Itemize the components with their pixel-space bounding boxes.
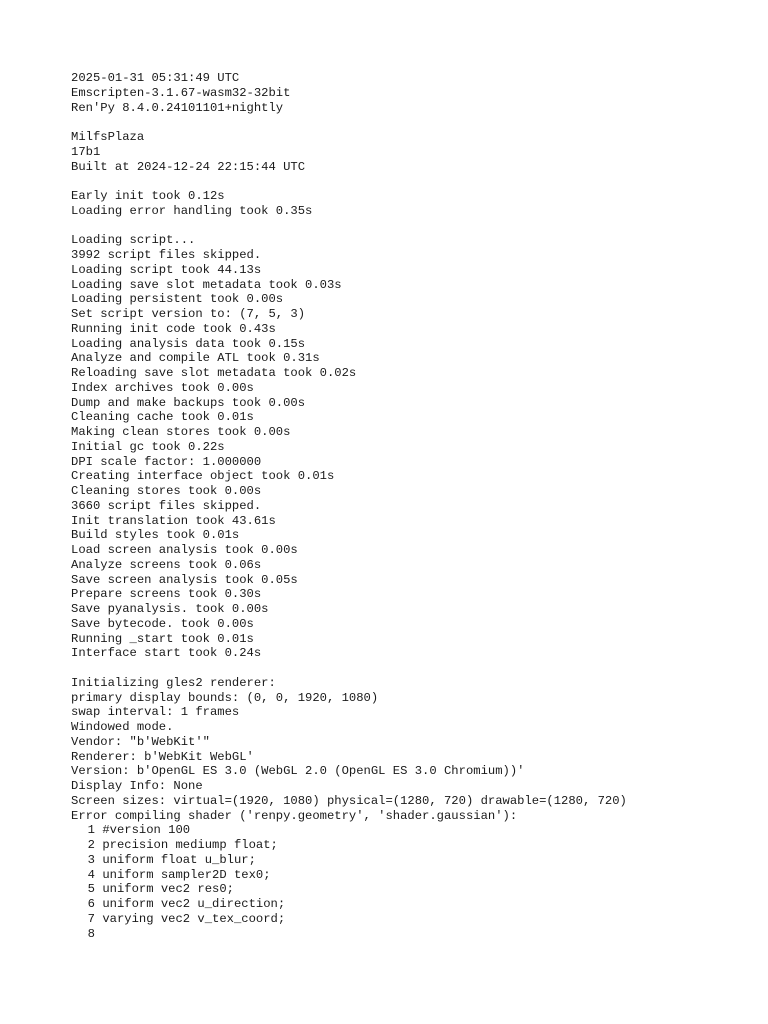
log-line: Loading save slot metadata took 0.03s [71,277,342,292]
log-line: Initializing gles2 renderer: [71,675,276,690]
log-line: Loading error handling took 0.35s [71,203,313,218]
log-line: primary display bounds: (0, 0, 1920, 1080) [71,690,379,705]
log-line: Set script version to: (7, 5, 3) [71,307,306,321]
log-loading-section [71,233,761,661]
log-line: Running init code took 0.43s [71,321,276,336]
shader-source-line [71,882,761,897]
log-line: Version: b'OpenGL ES 3.0 (WebGL 2.0 (OpenGL ES 3.0 Chromium))' [71,764,525,779]
log-game-section [71,130,761,174]
log-line: Save bytecode. took 0.00s [71,616,254,631]
log-platform: Emscripten-3.1.67-wasm32-32bit [71,85,291,100]
shader-source-line [71,838,761,853]
log-line: Cleaning cache took 0.01s [71,410,254,425]
log-line: Reloading save slot metadata took 0.02s [71,366,357,380]
log-line: Index archives took 0.00s [71,380,254,395]
log-renderer-section [71,676,761,824]
log-line: Windowed mode. [71,720,174,734]
log-line: Dump and make backups took 0.00s [71,395,306,410]
log-spacer [71,219,761,234]
log-line: Analyze and compile ATL took 0.31s [71,351,320,366]
line-number: 7 [87,911,95,926]
log-line: Init translation took 43.61s [71,513,276,528]
log-spacer [71,115,761,130]
console-log [71,71,761,941]
log-line: Load screen analysis took 0.00s [71,543,298,557]
log-line: Loading script... [71,233,196,248]
log-line: Running _start took 0.01s [71,631,254,646]
log-line: 3992 script files skipped. [71,248,262,262]
line-number: 6 [87,897,95,911]
line-number: 1 [87,823,95,838]
log-build-time: Built at 2024-12-24 22:15:44 UTC [71,159,306,174]
log-game-version: 17b1 [71,144,101,159]
log-line: Loading persistent took 0.00s [71,292,284,307]
line-number: 4 [87,867,95,882]
log-header-section [71,71,761,115]
line-code: precision mediump float; [102,838,278,852]
log-timestamp: 2025-01-31 05:31:49 UTC [71,71,240,85]
line-code: uniform float u_blur; [102,852,256,867]
shader-source-line [71,823,761,838]
shader-source-listing [71,823,761,941]
log-line: Prepare screens took 0.30s [71,587,262,602]
log-line: Screen sizes: virtual=(1920, 1080) physical=(1280, 720) drawable=(1280, 720) [71,793,627,808]
shader-source-line [71,912,761,927]
log-spacer [71,174,761,189]
log-shader-error: Error compiling shader ('renpy.geometry', 'shader.gaussian'): [71,808,518,823]
line-code: uniform vec2 u_direction; [102,897,286,911]
log-renpy-version: Ren'Py 8.4.0.24101101+nightly [71,100,284,115]
log-line: Save screen analysis took 0.05s [71,572,298,587]
log-early-section [71,189,761,219]
log-line: Initial gc took 0.22s [71,439,225,454]
line-number: 2 [87,838,95,852]
log-line: Build styles took 0.01s [71,528,240,543]
shader-source-line [71,853,761,868]
log-line: Display Info: None [71,779,203,793]
log-line: swap interval: 1 frames [71,705,240,720]
log-line: Loading analysis data took 0.15s [71,336,306,351]
log-line: Renderer: b'WebKit WebGL' [71,749,254,764]
log-line: Making clean stores took 0.00s [71,425,291,439]
log-line: Save pyanalysis. took 0.00s [71,602,269,616]
log-line: Cleaning stores took 0.00s [71,484,262,498]
shader-source-line [71,927,761,942]
log-line: Creating interface object took 0.01s [71,469,335,484]
line-code: uniform sampler2D tex0; [102,867,271,882]
line-code: #version 100 [102,823,191,838]
log-line: Interface start took 0.24s [71,646,262,661]
log-spacer [71,661,761,676]
log-game-name: MilfsPlaza [71,130,145,144]
log-line: Loading script took 44.13s [71,262,262,277]
log-line: Analyze screens took 0.06s [71,557,262,572]
line-number: 5 [87,882,95,897]
line-number: 8 [87,926,95,941]
shader-source-line [71,868,761,883]
line-number: 3 [87,852,95,867]
line-code: uniform vec2 res0; [102,882,234,897]
log-line: 3660 script files skipped. [71,498,262,513]
line-code: varying vec2 v_tex_coord; [102,911,286,926]
log-line: Vendor: "b'WebKit'" [71,734,210,749]
shader-source-line [71,897,761,912]
log-line: DPI scale factor: 1.000000 [71,454,262,469]
log-line: Early init took 0.12s [71,189,225,203]
